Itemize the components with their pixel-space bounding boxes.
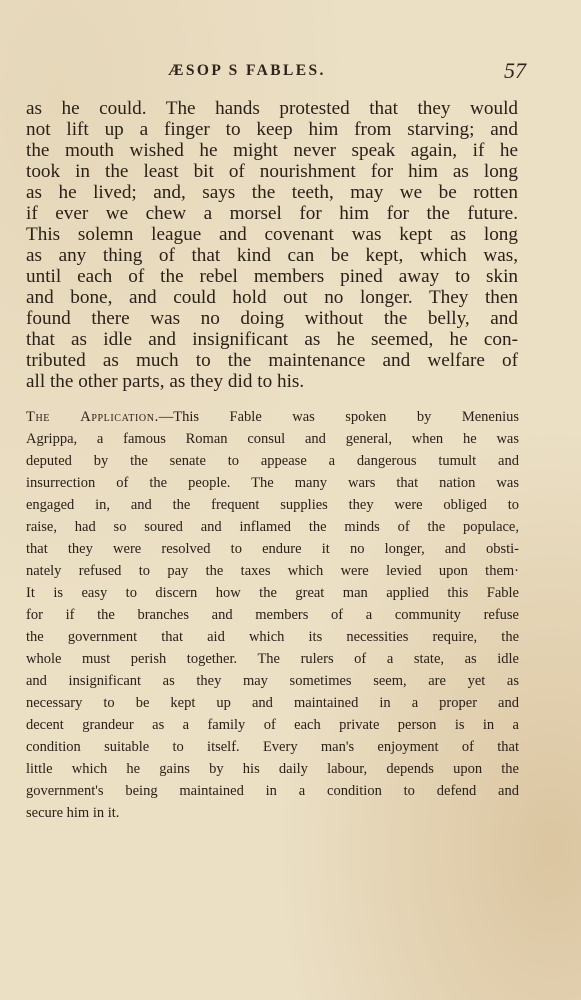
application-line: It is easy to discern how the great man applied this Fable [26,585,519,601]
text-line: as he lived; and, says the teeth, may we be rotten [26,182,518,203]
application-line: little which he gains by his daily labour, depends upon the [26,761,519,777]
application-line: Agrippa, a famous Roman consul and general, when he was [26,431,519,447]
application-section [26,406,519,824]
text-line: as he could. The hands protested that they would [26,98,518,119]
application-line: the government that aid which its necessities require, the [26,629,519,645]
application-line: secure him in it. [26,805,120,821]
text-line: as any thing of that kind can be kept, which was, [26,245,518,266]
application-line: for if the branches and members of a community refuse [26,607,519,623]
text-line: took in the least bit of nourishment for him as long [26,161,518,182]
text-line: not lift up a finger to keep him from starving; and [26,119,518,140]
application-first-line-text: —This Fable was spoken by Menenius [158,409,520,425]
application-line: engaged in, and the frequent supplies they were obliged to [26,497,519,513]
application-line: insurrection of the people. The many wars that nation was [26,475,519,491]
application-line: condition suitable to itself. Every man's enjoyment of that [26,739,519,755]
text-line: found there was no doing without the belly, and [26,308,518,329]
application-line: that they were resolved to endure it no longer, and obsti- [26,541,519,557]
text-line: the mouth wished he might never speak again, if he [26,140,518,161]
fable-text [26,98,518,392]
text-line: This solemn league and covenant was kept as long [26,224,518,245]
application-line: whole must perish together. The rulers of a state, as idle [26,651,519,667]
running-title: ÆSOP S FABLES. [168,62,326,79]
page-number: 57 [504,58,526,83]
application-first-line [26,406,519,428]
application-line: government's being maintained in a condition to defend and [26,783,519,799]
application-line: raise, had so soured and inflamed the minds of the populace, [26,519,519,535]
application-line: nately refused to pay the taxes which were levied upon them· [26,563,519,579]
text-line: that as idle and insignificant as he seemed, he con- [26,329,518,350]
text-line: if ever we chew a morsel for him for the future. [26,203,518,224]
text-line: all the other parts, as they did to his. [26,371,305,392]
text-line: and bone, and could hold out no longer. They then [26,287,518,308]
application-line: and insignificant as they may sometimes seem, are yet as [26,673,519,689]
application-line: necessary to be kept up and maintained in a proper and [26,695,519,711]
application-line: decent grandeur as a family of each private person is in a [26,717,519,733]
application-heading: The Application. [26,409,159,425]
running-header [28,58,526,84]
text-line: tributed as much to the maintenance and welfare of [26,350,518,371]
text-line: until each of the rebel members pined away to skin [26,266,518,287]
application-line: deputed by the senate to appease a dangerous tumult and [26,453,519,469]
